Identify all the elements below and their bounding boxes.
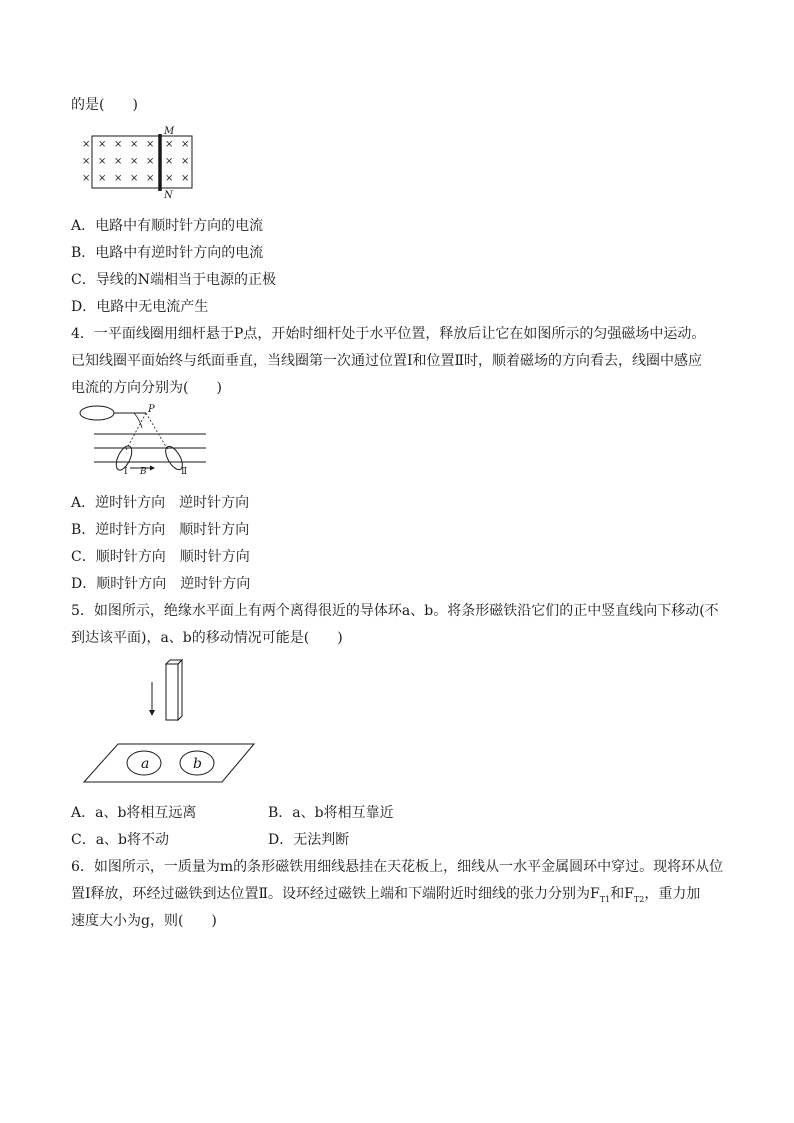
q4-stem-line-1: 4．一平面线圈用细杆悬于P点，开始时细杆处于水平位置，释放后让它在如图所示的匀强磁场中运动。 xyxy=(71,326,706,342)
label-p: P xyxy=(148,404,155,415)
q5-option-a: A．a、b将相互远离 xyxy=(71,805,197,821)
field-cross: × xyxy=(82,156,91,167)
field-cross: × xyxy=(181,173,190,184)
label-ring-a: a xyxy=(141,756,150,772)
field-cross: × xyxy=(165,156,174,167)
q5-stem-line-2: 到达该平面)，a、b的移动情况可能是( ) xyxy=(71,630,343,646)
magnetic-field-crosses xyxy=(82,139,189,184)
q5-stem-line-1: 5．如图所示，绝缘水平面上有两个离得很近的导体环a、b。将条形磁铁沿它们的正中竖直线向下移动(不 xyxy=(71,603,719,619)
label-position-1: Ⅰ xyxy=(124,467,128,477)
field-cross: × xyxy=(165,139,174,150)
q3-option-b: B．电路中有逆时针方向的电流 xyxy=(71,245,264,261)
field-cross: × xyxy=(146,156,155,167)
field-cross: × xyxy=(114,156,123,167)
insulating-plane xyxy=(84,744,254,782)
field-cross: × xyxy=(130,139,139,150)
q3-option-a: A．电路中有顺时针方向的电流 xyxy=(71,218,264,234)
label-n: N xyxy=(164,190,173,201)
q3-option-d: D．电路中无电流产生 xyxy=(71,299,209,315)
q5-option-c: C．a、b将不动 xyxy=(71,832,170,848)
q5-option-b: B．a、b将相互靠近 xyxy=(268,805,394,821)
q5-option-d: D．无法判断 xyxy=(268,832,350,848)
bar-magnet xyxy=(166,664,178,720)
field-cross: × xyxy=(98,173,107,184)
label-m: M xyxy=(164,126,175,137)
q4-stem-line-3: 电流的方向分别为( ) xyxy=(71,380,222,396)
coil-start xyxy=(80,406,114,420)
field-cross: × xyxy=(82,173,91,184)
q6-stem-line-1: 6．如图所示，一质量为m的条形磁铁用细线悬挂在天花板上，细线从一水平金属圆环中穿过。现将环从位 xyxy=(71,859,724,875)
field-cross: × xyxy=(181,156,190,167)
q4-figure xyxy=(78,404,208,476)
field-cross: × xyxy=(146,139,155,150)
q3-option-c: C．导线的N端相当于电源的正极 xyxy=(71,272,276,288)
magnet-side xyxy=(178,660,182,720)
field-cross: × xyxy=(165,173,174,184)
field-cross: × xyxy=(130,156,139,167)
q4-option-b: B．逆时针方向 顺时针方向 xyxy=(71,522,250,538)
subscript-t1: T1 xyxy=(599,894,611,904)
q4-option-c: C．顺时针方向 顺时针方向 xyxy=(71,549,250,565)
field-cross: × xyxy=(181,139,190,150)
label-ring-b: b xyxy=(193,756,202,772)
label-position-2: Ⅱ xyxy=(181,467,188,477)
field-cross: × xyxy=(146,173,155,184)
q3-figure xyxy=(76,124,200,201)
field-cross: × xyxy=(98,156,107,167)
field-cross: × xyxy=(98,139,107,150)
q4-option-d: D．顺时针方向 逆时针方向 xyxy=(71,576,251,592)
field-cross: × xyxy=(114,173,123,184)
q6-stem-line-3: 速度大小为g，则( ) xyxy=(71,913,217,929)
field-cross: × xyxy=(114,139,123,150)
field-cross: × xyxy=(82,139,91,150)
q6-stem-line-2: 置Ⅰ释放，环经过磁铁到达位置Ⅱ。设环经过磁铁上端和下端附近时细线的张力分别为$F_{T1}$和$F_{T2}$，重力加 xyxy=(71,886,701,904)
q5-figure xyxy=(82,660,258,786)
label-b: B xyxy=(140,467,147,477)
subscript-t2: T2 xyxy=(633,894,645,904)
q4-stem-line-2: 已知线圈平面始终与纸面垂直，当线圈第一次通过位置Ⅰ和位置Ⅱ时，顺着磁场的方向看去，线圈中感应 xyxy=(71,353,703,369)
q4-option-a: A．逆时针方向 逆时针方向 xyxy=(71,495,250,511)
q3-stem-tail: 的是( ) xyxy=(71,97,138,113)
field-cross: × xyxy=(130,173,139,184)
